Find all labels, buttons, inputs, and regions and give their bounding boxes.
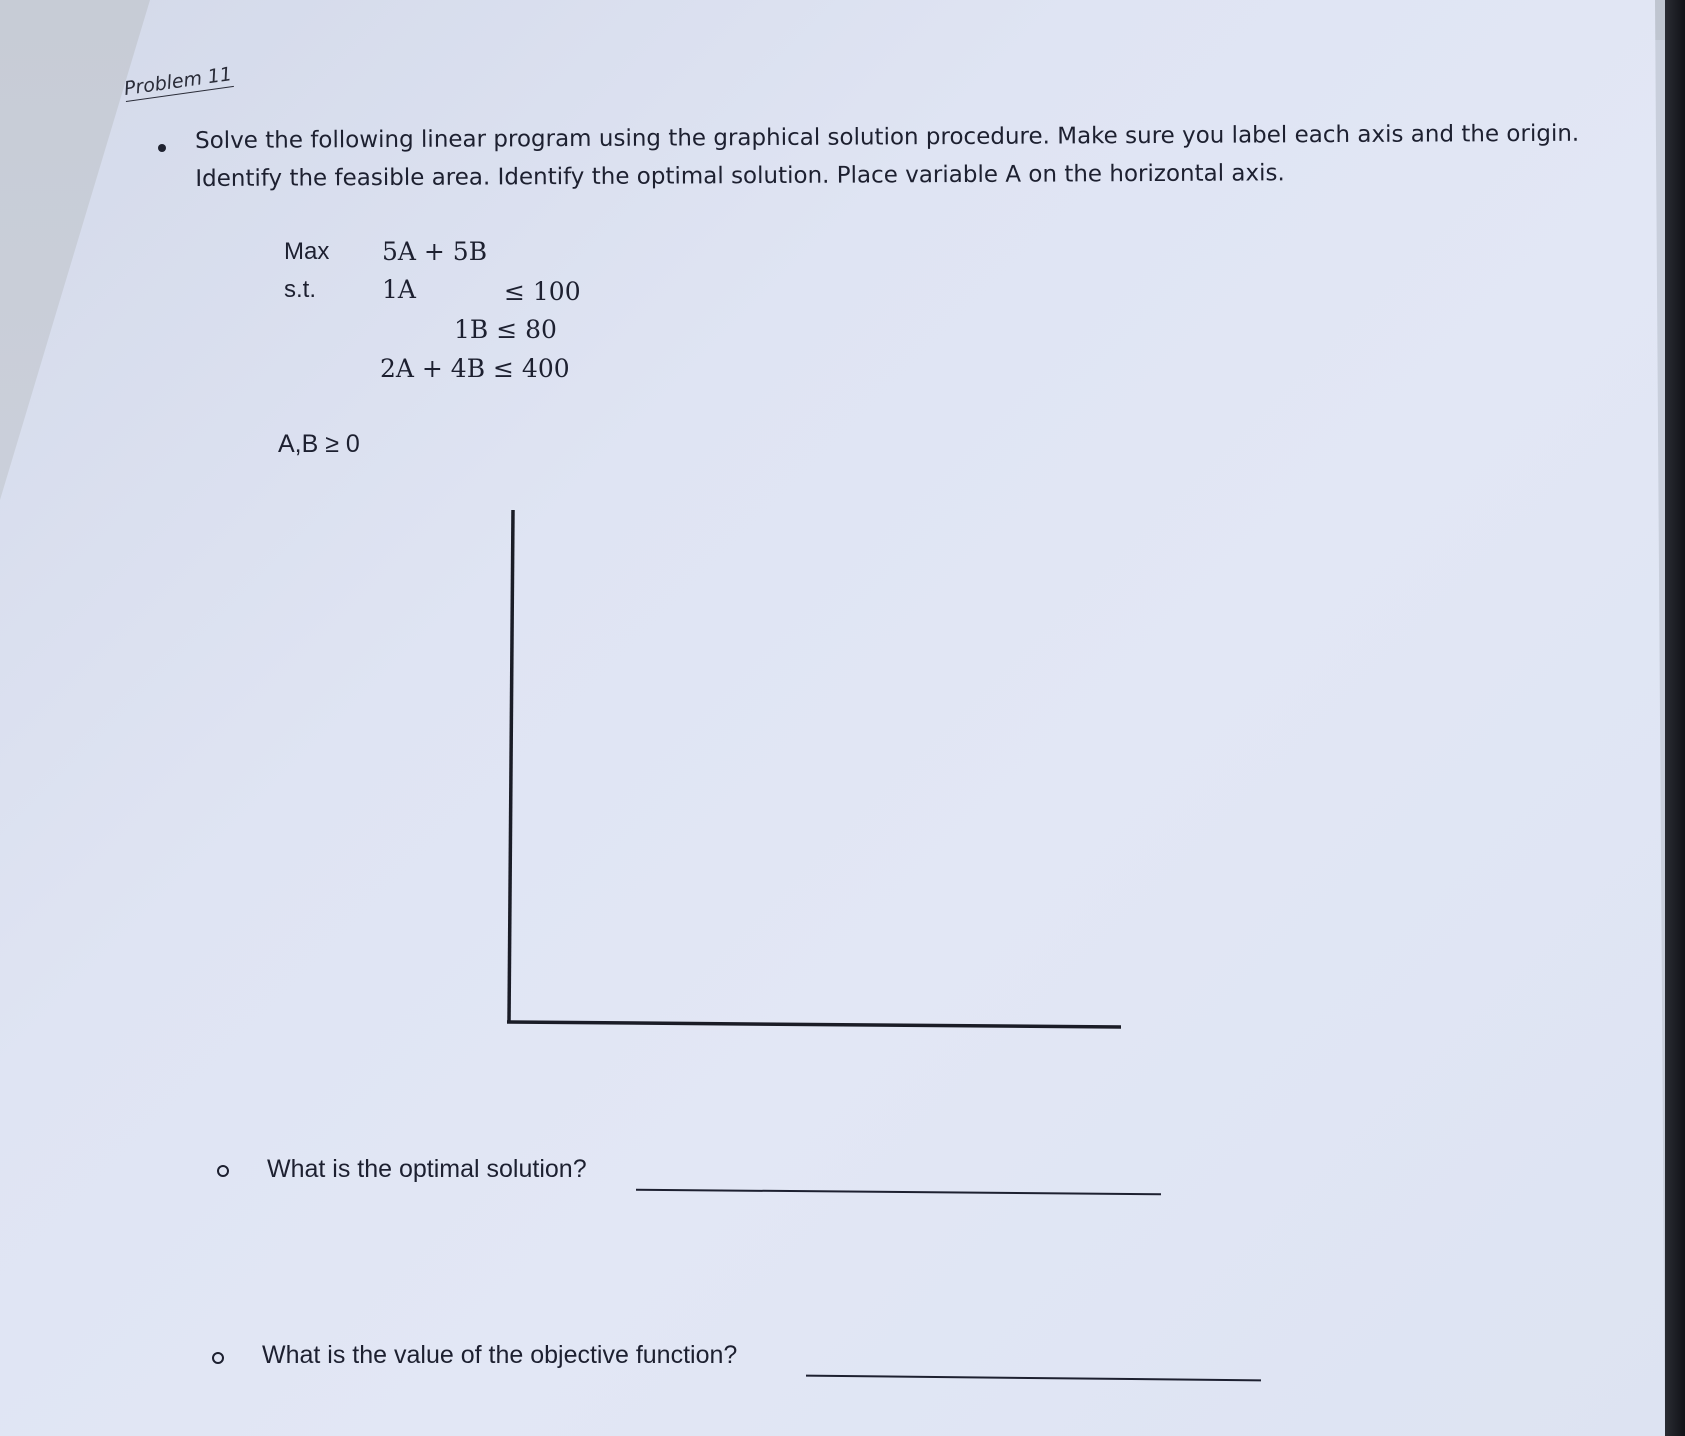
vertical-axis <box>509 510 513 1022</box>
horizontal-axis <box>507 1022 1121 1027</box>
blank-graph <box>490 500 1130 1040</box>
dark-edge <box>1665 0 1685 1436</box>
bullet-icon <box>158 144 166 152</box>
question-1-text: What is the optimal solution? <box>267 1155 587 1183</box>
answer-line-1[interactable] <box>636 1189 1161 1195</box>
constraint-1-lhs: 1A <box>382 275 416 304</box>
instructions-text: Solve the following linear program using the graphical solution procedure. Make sure you label each axis and the origin. Identify the feasible area. Identify the optimal solution. Place variable A on the horizontal axis. <box>195 120 1580 192</box>
answer-line-2[interactable] <box>806 1375 1261 1381</box>
objective-expression: 5A + 5B <box>382 237 488 266</box>
constraint-3: 2A + 4B ≤ 400 <box>380 354 570 383</box>
question-2-text: What is the value of the objective function? <box>262 1341 738 1369</box>
constraints-label: s.t. <box>284 276 317 303</box>
nonnegativity-constraint: A,B ≥ 0 <box>278 430 360 458</box>
constraint-1-rhs: ≤ 100 <box>504 277 581 306</box>
question-1-bullet-icon <box>217 1165 229 1177</box>
question-2-bullet-icon <box>212 1352 224 1364</box>
problem-title: Problem 11 <box>122 63 234 101</box>
objective-label: Max <box>284 238 330 265</box>
constraint-2: 1B ≤ 80 <box>454 315 557 344</box>
